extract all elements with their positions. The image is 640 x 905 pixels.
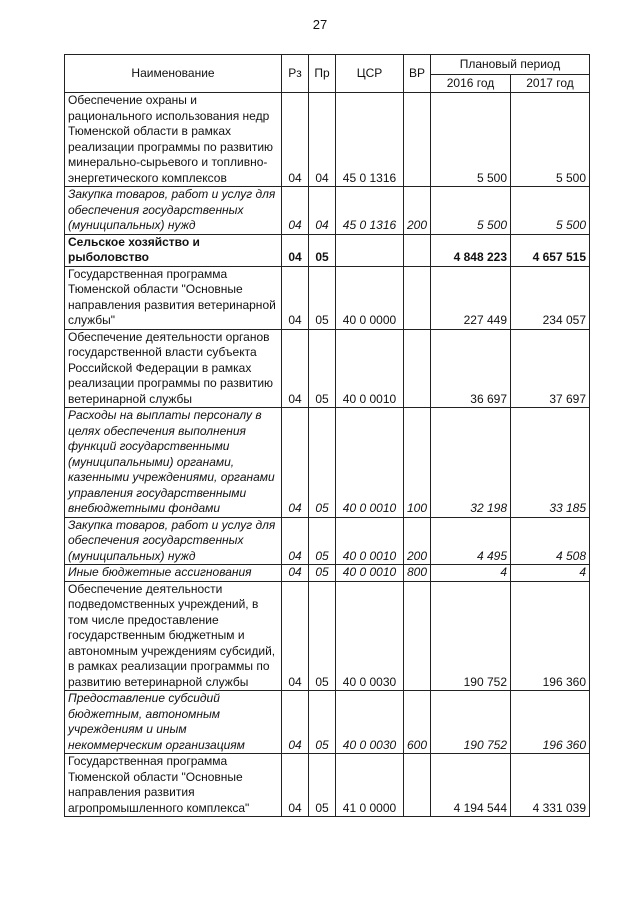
header-name: Наименование (65, 55, 282, 93)
row-vr (404, 93, 431, 187)
row-2016: 5 500 (431, 187, 511, 235)
row-2017: 234 057 (511, 266, 590, 329)
row-name: Расходы на выплаты персоналу в целях обеспечения выполнения функций государственными (муниципальными) органами, казенными учреждениями, органами управления государственными внебюджетными фондами (65, 408, 282, 518)
row-name: Обеспечение охраны и рационального использования недр Тюменской области в рамках реализации программы по развитию минерально-сырьевого и топливно-энергетического комплексов (65, 93, 282, 187)
header-rz: Рз (282, 55, 309, 93)
row-pr: 05 (309, 266, 336, 329)
row-rz: 04 (282, 266, 309, 329)
row-2017: 4 657 515 (511, 234, 590, 266)
row-pr: 05 (309, 408, 336, 518)
page-number: 27 (312, 17, 328, 32)
row-vr: 200 (404, 517, 431, 565)
row-vr: 800 (404, 565, 431, 582)
row-rz: 04 (282, 234, 309, 266)
row-name: Сельское хозяйство и рыболовство (65, 234, 282, 266)
row-rz: 04 (282, 691, 309, 754)
row-rz: 04 (282, 329, 309, 408)
row-vr: 600 (404, 691, 431, 754)
row-2016: 4 848 223 (431, 234, 511, 266)
row-2017: 196 360 (511, 581, 590, 691)
row-2017: 4 508 (511, 517, 590, 565)
table-row (65, 234, 590, 266)
row-csr: 40 0 0010 (336, 329, 404, 408)
row-rz: 04 (282, 581, 309, 691)
row-name: Государственная программа Тюменской области "Основные направления развития агропромышленного комплекса" (65, 754, 282, 817)
row-pr: 05 (309, 329, 336, 408)
row-2017: 4 331 039 (511, 754, 590, 817)
row-name: Закупка товаров, работ и услуг для обеспечения государственных (муниципальных) нужд (65, 187, 282, 235)
row-name: Иные бюджетные ассигнования (65, 565, 282, 582)
row-rz: 04 (282, 408, 309, 518)
row-csr: 40 0 0010 (336, 565, 404, 582)
row-rz: 04 (282, 517, 309, 565)
row-pr: 04 (309, 93, 336, 187)
row-2016: 32 198 (431, 408, 511, 518)
row-csr: 41 0 0000 (336, 754, 404, 817)
row-name: Предоставление субсидий бюджетным, автономным учреждениям и иным некоммерческим организациям (65, 691, 282, 754)
row-rz: 04 (282, 565, 309, 582)
table-row (65, 581, 590, 691)
row-2017: 4 (511, 565, 590, 582)
table-row (65, 266, 590, 329)
row-vr (404, 581, 431, 691)
header-year-2016: 2016 год (431, 75, 511, 93)
row-rz: 04 (282, 187, 309, 235)
table-row (65, 408, 590, 518)
row-pr: 05 (309, 565, 336, 582)
header-planned-period: Плановый период (431, 55, 590, 75)
row-2016: 5 500 (431, 93, 511, 187)
row-vr: 100 (404, 408, 431, 518)
row-pr: 05 (309, 517, 336, 565)
row-2017: 5 500 (511, 187, 590, 235)
row-csr: 45 0 1316 (336, 187, 404, 235)
row-vr (404, 234, 431, 266)
row-2017: 37 697 (511, 329, 590, 408)
row-2016: 4 (431, 565, 511, 582)
row-name: Закупка товаров, работ и услуг для обеспечения государственных (муниципальных) нужд (65, 517, 282, 565)
row-2016: 190 752 (431, 691, 511, 754)
row-rz: 04 (282, 93, 309, 187)
header-csr: ЦСР (336, 55, 404, 93)
row-name: Обеспечение деятельности органов государственной власти субъекта Российской Федерации в рамках реализации программы по развитию ветеринарной службы (65, 329, 282, 408)
row-vr (404, 754, 431, 817)
row-2016: 4 495 (431, 517, 511, 565)
row-pr: 05 (309, 754, 336, 817)
table-row (65, 754, 590, 817)
budget-table (64, 54, 590, 817)
row-2016: 4 194 544 (431, 754, 511, 817)
header-pr: Пр (309, 55, 336, 93)
row-2017: 33 185 (511, 408, 590, 518)
row-csr: 45 0 1316 (336, 93, 404, 187)
row-pr: 05 (309, 581, 336, 691)
row-pr: 04 (309, 187, 336, 235)
table-row (65, 329, 590, 408)
row-vr: 200 (404, 187, 431, 235)
row-rz: 04 (282, 754, 309, 817)
header-year-2017: 2017 год (511, 75, 590, 93)
table-row (65, 93, 590, 187)
row-pr: 05 (309, 691, 336, 754)
row-name: Обеспечение деятельности подведомственных учреждений, в том числе предоставление государственным бюджетным и автономным учреждениям субсидий, в рамках реализации программы по развитию ветеринарной службы (65, 581, 282, 691)
row-2016: 227 449 (431, 266, 511, 329)
row-2016: 190 752 (431, 581, 511, 691)
row-vr (404, 329, 431, 408)
table-row (65, 517, 590, 565)
table-row (65, 187, 590, 235)
row-2017: 196 360 (511, 691, 590, 754)
row-csr: 40 0 0030 (336, 581, 404, 691)
row-csr: 40 0 0000 (336, 266, 404, 329)
table-row (65, 565, 590, 582)
row-vr (404, 266, 431, 329)
header-vr: ВР (404, 55, 431, 93)
row-2016: 36 697 (431, 329, 511, 408)
row-pr: 05 (309, 234, 336, 266)
row-csr: 40 0 0010 (336, 517, 404, 565)
row-name: Государственная программа Тюменской области "Основные направления развития ветеринарной службы" (65, 266, 282, 329)
row-2017: 5 500 (511, 93, 590, 187)
row-csr: 40 0 0010 (336, 408, 404, 518)
table-row (65, 691, 590, 754)
row-csr: 40 0 0030 (336, 691, 404, 754)
row-csr (336, 234, 404, 266)
